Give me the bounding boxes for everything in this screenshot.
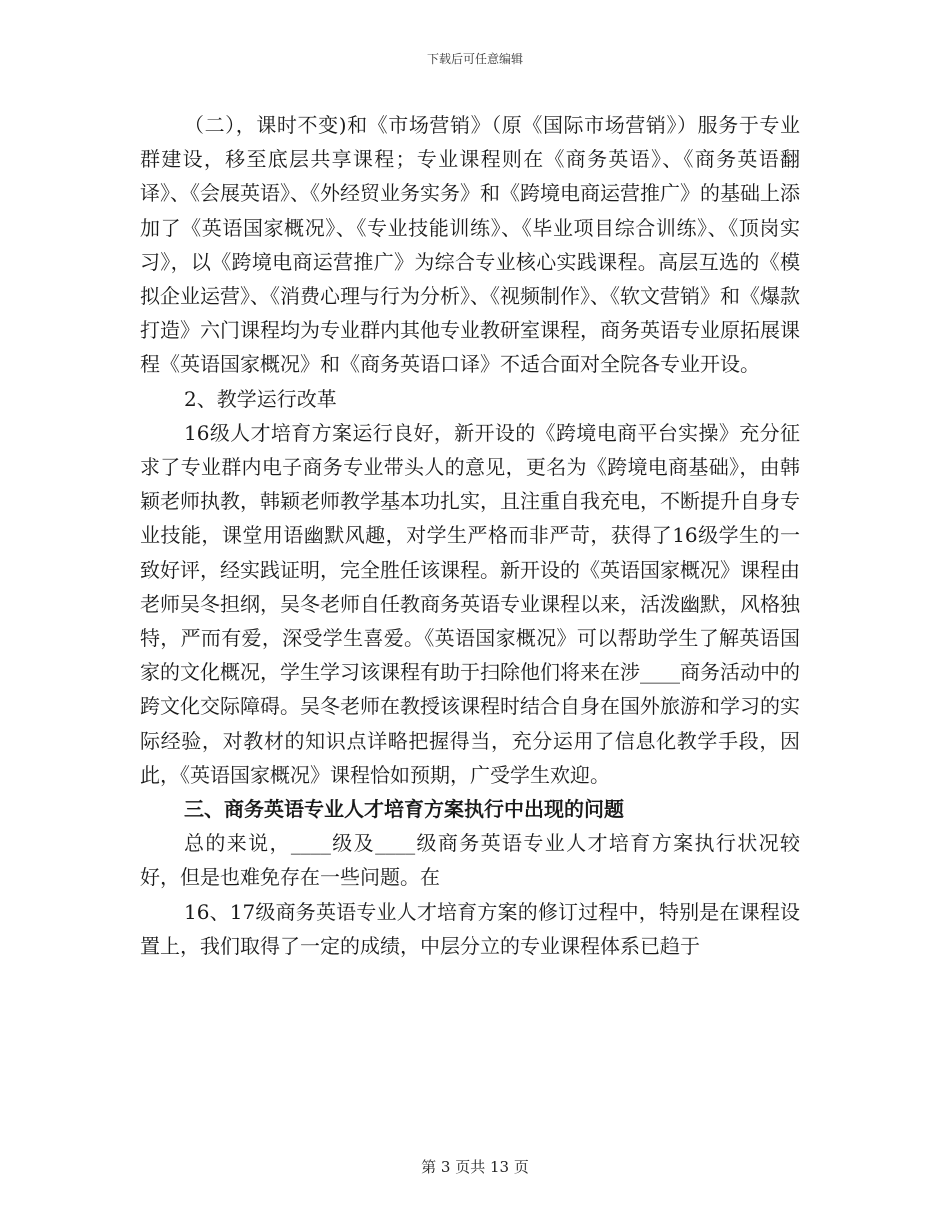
- section-heading-problems: 三、商务英语专业人才培育方案执行中出现的问题: [184, 797, 624, 822]
- section-heading-teaching-reform: 2、教学运行改革: [184, 386, 337, 411]
- paragraph-revision: 16、17级商务英语专业人才培育方案的修订过程中，特别是在课程设置上，我们取得了一定的成绩，中层分立的专业课程体系已趋于: [140, 899, 800, 958]
- paragraph-teaching-operation: 16级人才培育方案运行良好，新开设的《跨境电商平台实操》充分征求了专业群内电子商务专业带头人的意见，更名为《跨境电商基础》，由韩颖老师执教，韩颖老师教学基本功扎实，且注重自我充电，不断提升自身专业技能，课堂用语幽默风趣，对学生严格而非严苛，获得了16级学生的一致好评，经实践证明，完全胜任该课程。新开设的《英语国家概况》课程由老师吴冬担纲，吴冬老师自任教商务英语专业课程以来，活泼幽默，风格独特，严而有爱，深受学生喜爱。《英语国家概况》可以帮助学生了解英语国家的文化概况，学生学习该课程有助于扫除他们将来在涉____商务活动中的跨文化交际障碍。吴冬老师在教授该课程时结合自身在国外旅游和学习的实际经验，对教材的知识点详略把握得当，充分运用了信息化教学手段，因此，《英语国家概况》课程恰如预期，广受学生欢迎。: [140, 420, 800, 787]
- page-header: 下载后可任意编辑: [426, 52, 523, 66]
- page-footer: 第 3 页共 13 页: [421, 1158, 529, 1176]
- paragraph-summary: 总的来说，____级及____级商务英语专业人才培育方案执行状况较好，但是也难免存在一些问题。在: [140, 831, 800, 890]
- paragraph-course-structure: （二），课时不变)和《市场营销》（原《国际市场营销》）服务于专业群建设，移至底层共享课程；专业课程则在《商务英语》、《商务英语翻译》、《会展英语》、《外经贸业务实务》和《跨境电商运营推广》的基础上添加了《英语国家概况》、《专业技能训练》、《毕业项目综合训练》、《顶岗实习》，以《跨境电商运营推广》为综合专业核心实践课程。高层互选的《模拟企业运营》、《消费心理与行为分析》、《视频制作》、《软文营销》和《爆款打造》六门课程均为专业群内其他专业教研室课程，商务英语专业原拓展课程《英语国家概况》和《商务英语口译》不适合面对全院各专业开设。: [140, 113, 800, 377]
- document-body: [140, 108, 800, 963]
